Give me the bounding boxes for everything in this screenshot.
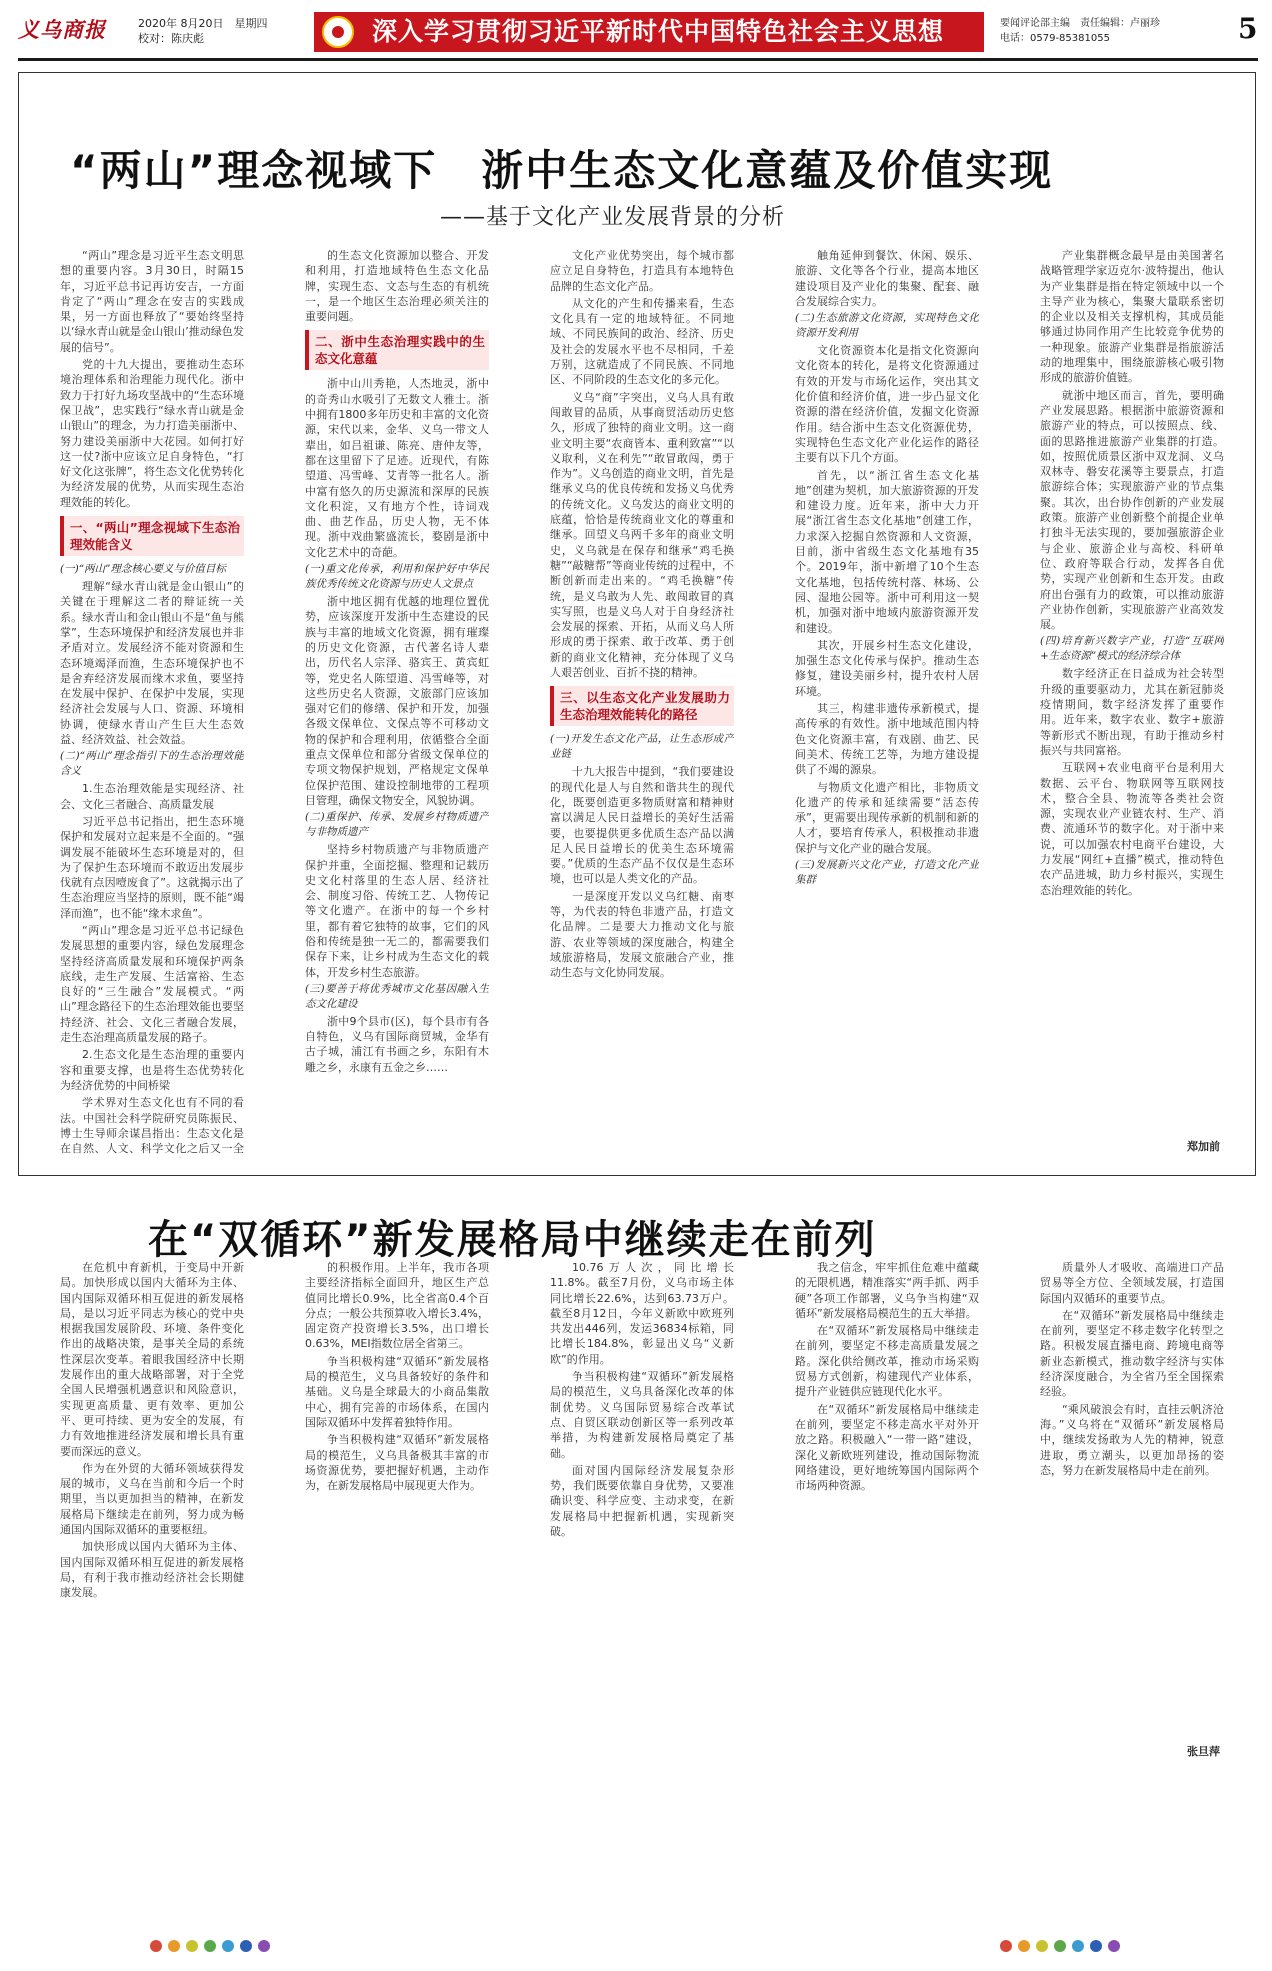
registration-dot — [150, 1940, 162, 1952]
paragraph: 的积极作用。上半年，我市各项主要经济指标全面回升，地区生产总值同比增长0.9%，比全省高0.4个百分点；一般公共预算收入增长3.4%，固定资产投资增长3.5%，出口增长0.63%，MEI指数位居全省第三。 — [305, 1261, 489, 1351]
paragraph: 10.76万人次，同比增长11.8%。截至7月份，义乌市场主体同比增长22.6%，达到63.73万户。截至8月12日，今年义新欧中欧班列共发出446列，发运36834标箱，同比增长184.8%，彰显出义乌“义新欧”的作用。 — [550, 1261, 734, 1366]
registration-dot — [168, 1940, 180, 1952]
article2-column-4 — [795, 1260, 979, 1765]
article1-column-1 — [60, 248, 244, 1158]
subheading: (一)“两山”理念核心要义与价值目标 — [60, 563, 226, 576]
paragraph: “乘风破浪会有时，直挂云帆济沧海。”义乌将在“双循环”新发展格局中，继续发扬敢为人先的精神，锐意进取，勇立潮头，以更加昂扬的姿态，努力在新发展格局中走在前列。 — [1040, 1402, 1224, 1477]
paragraph: 在“双循环”新发展格局中继续走在前列，要坚定不移走高水平对外开放之路。积极融入“一带一路”建设，深化义新欧班列建设，推动国际物流网络建设，更好地统筹国内国际两个市场两种资源。 — [795, 1402, 979, 1493]
proofreader: 校对：陈庆彪 — [138, 32, 204, 45]
paragraph: 作为在外贸的大循环领域获得发展的城市，义乌在当前和今后一个时期里，当以更加担当的精神，在新发展格局下继续走在前列，努力成为畅通国内国际双循环的重要枢纽。 — [60, 1461, 244, 1537]
paragraph: 的生态文化资源加以整合、开发和利用，打造地域特色生态文化品牌，实现生态、文态与生态的有机统一，是一个地区生态治理必须关注的重要问题。 — [305, 249, 489, 324]
newspaper-logo: 义乌商报 — [18, 17, 106, 42]
paragraph: 义乌“商”字突出，义乌人具有敢闯敢冒的品质，从事商贸活动历史悠久，形成了独特的商业文明。这一商业文明主要“农商皆本、重利致富”“以义取利，义在利先”“敢冒敢闯，勇于作为”。义乌创造的商业文明，首先是继承义乌的优良传统和发扬义乌优秀的传统文化。义乌发达的商业文明的底蕴，恰恰是传统商业文化的尊重和继承。回望义乌两千多年的商业文明史，义乌就是在保存和继承“鸡毛换糖”“敲糖帮”等商业传统的过程中，不断创新而走出来的。“鸡毛换糖”传统，是义乌敢为人先、敢闯敢冒的真实写照，也是义乌人对于自身经济社会发展的探索、开拓，从而义乌人所形成的勇于探索、敢于改革、勇于创新的商业文化精神，充分体现了义乌人艰苦创业、百折不挠的精神。 — [550, 390, 734, 680]
paragraph: 在“双循环”新发展格局中继续走在前列，要坚定不移走数字化转型之路。积极发展直播电商、跨境电商等新业态新模式，推动数字经济与实体经济深度融合，为全省乃至全国探索经验。 — [1040, 1308, 1224, 1399]
author-signature: 郑加前 — [1187, 1139, 1220, 1153]
registration-dot — [1000, 1940, 1012, 1952]
article1-subtitle: ——基于文化产业发展背景的分析 — [440, 205, 786, 230]
paragraph: 面对国内国际经济发展复杂形势，我们既要依靠自身优势，又要准确识变、科学应变、主动求变，在新发展格局中把握新机遇，实现新突破。 — [550, 1463, 734, 1539]
paragraph: 争当积极构建“双循环”新发展格局的模范生，义乌具备较好的条件和基础。义乌是全球最大的小商品集散中心，拥有完善的市场体系，在国内国际双循环中发挥着独特作用。 — [305, 1354, 489, 1429]
author-signature: 张旦萍 — [1187, 1744, 1220, 1758]
paragraph: 浙中山川秀艳，人杰地灵，浙中的奇秀山水吸引了无数文人雅士。浙中拥有1800多年历史和丰富的文化资源，宋代以来，金华、义乌一带文人辈出，如吕祖谦、陈亮、唐仲友等，都在这里留下了足迹。近现代，有陈望道、冯雪峰、艾青等一批名人。浙中富有悠久的历史源流和深厚的民族文化积淀，又有地方个性，诗词戏曲、曲艺作品，历史人物，无不体现。浙中戏曲繁盛流长，婺剧是浙中文化艺术中的奇葩。 — [305, 377, 489, 559]
article1-column-2 — [305, 248, 489, 1158]
paragraph: 与物质文化遗产相比，非物质文化遗产的传承和延续需要“活态传承”，更需要出现传承新的机制和新的人才，要培育传承人，积极推动非遗保护与文化产业的融合发展。 — [795, 780, 979, 855]
paragraph: 一是深度开发以义乌红糖、南枣等，为代表的特色非遗产品，打造文化品牌。二是要大力推动文化与旅游、农业等领域的深度融合，构建全域旅游格局，发展文旅融合产业，推动生态与文化协同发展。 — [550, 889, 734, 980]
paragraph: 浙中9个县市(区)，每个县市有各自特色，义乌有国际商贸城，金华有古子城，浦江有书画之乡，东阳有木雕之乡，永康有五金之乡…… — [305, 1014, 489, 1074]
page-number: 5 — [1238, 12, 1258, 45]
registration-dot — [258, 1940, 270, 1952]
paragraph: “两山”理念是习近平总书记绿色发展思想的重要内容，绿色发展理念坚持经济高质量发展和环境保护两条底线，走生产发展、生活富裕、生态良好的“三生融合”发展模式。“两山”理念路径下的生态治理效能也要坚持经济、社会、文化三者融合发展，走生态治理高质量发展的路子。 — [60, 923, 244, 1045]
paragraph: 加快形成以国内大循环为主体、国内国际双循环相互促进的新发展格局，有利于我市推动经济社会长期健康发展。 — [60, 1540, 244, 1600]
article1-column-4 — [795, 248, 979, 1158]
paragraph: 十九大报告中提到，“我们要建设的现代化是人与自然和谐共生的现代化，既要创造更多物质财富和精神财富以满足人民日益增长的美好生活需要，也要提供更多优质生态产品以满足人民日益增长的优美生态环境需要。”优质的生态产品不仅仅是生态环境，也可以是人类文化的产品。 — [550, 765, 734, 886]
article1-title: “两山”理念视域下 浙中生态文化意蕴及价值实现 — [70, 146, 1054, 195]
paragraph: 其次，开展乡村生态文化建设，加强生态文化传承与保护。推动生态修复，建设美丽乡村，提升农村人居环境。 — [795, 638, 979, 698]
registration-dot — [1018, 1940, 1030, 1952]
section-banner: 深入学习贯彻习近平新时代中国特色社会主义思想 — [314, 12, 984, 52]
subheading: (一)重文化传承，利用和保护好中华民族优秀传统文化资源与历史人文景点 — [305, 563, 489, 591]
paragraph: 首先，以“浙江省生态文化基地”创建为契机，加大旅游资源的开发和建设力度。近年来，浙中大力开展“浙江省生态文化基地”创建工作，力求深入挖掘自然资源和人文资源，目前，浙中省级生态文化基地有35个。2019年，浙中新增了10个生态文化基地，包括传统村落、林场、公园、湿地公园等。浙中可利用这一契机，加强对浙中地域内旅游资源开发和建设。 — [795, 468, 979, 635]
subheading: (一)开发生态文化产品，让生态形成产业链 — [550, 733, 734, 761]
paragraph: 争当积极构建“双循环”新发展格局的模范生，义乌具备极其丰富的市场资源优势，要把握好机遇，主动作为，在新发展格局中展现更大作为。 — [305, 1433, 489, 1493]
subheading: (四)培育新兴数字产业，打造“互联网+生态资源”模式的经济综合体 — [1040, 635, 1224, 663]
subheading: (三)要善于将优秀城市文化基因融入生态文化建设 — [305, 982, 489, 1010]
article1-column-3 — [550, 248, 734, 1158]
issue-date: 2020年 8月20日 星期四 — [138, 17, 268, 30]
registration-dot — [204, 1940, 216, 1952]
registration-dot — [186, 1940, 198, 1952]
party-emblem-icon — [322, 16, 354, 48]
paragraph: 我之信念，牢牢抓住危难中蕴藏的无限机遇，精准落实“两手抓、两手硬”各项工作部署，义乌争当构建“双循环”新发展格局模范生的五大举措。 — [795, 1261, 979, 1320]
paragraph: 在危机中育新机，于变局中开新局。加快形成以国内大循环为主体、国内国际双循环相互促进的新发展格局，是以习近平同志为核心的党中央根据我国发展阶段、环境、条件变化作出的战略决策，是事关全局的系统性深层次变革。着眼我国经济中长期发展作出的重大战略部署，对于全党全国人民增强机遇意识和风险意识，实现更高质量、更有效率、更加公平、更可持续、更为安全的发展，有力有效地推进经济发展和增长具有重要而深远的意义。 — [60, 1261, 244, 1458]
registration-dot — [1072, 1940, 1084, 1952]
paragraph: 文化资源资本化是指文化资源向文化资本的转化，是将文化资源通过有效的开发与市场化运作，突出其文化价值和经济价值，进一步凸显文化资源的潜在经济价值，发掘文化资源作用。结合浙中生态文化资源优势，实现特色生态文化产业化运作的路径主要有以下几个方面。 — [795, 344, 979, 465]
article1-body — [60, 248, 1225, 1158]
registration-dot — [1054, 1940, 1066, 1952]
article2-title: 在“双循环”新发展格局中继续走在前列 — [148, 1217, 877, 1263]
section-heading: 一、“两山”理念视域下生态治理效能含义 — [60, 516, 244, 556]
subheading: (二)“两山”理念指引下的生态治理效能含义 — [60, 750, 244, 778]
masthead-rule — [18, 58, 1258, 61]
paragraph: 理解“绿水青山就是金山银山”的关键在于理解这二者的辩证统一关系。绿水青山和金山银山不是“鱼与熊掌”，生态环境保护和经济发展也并非矛盾对立。发展经济不能对资源和生态环境竭泽而渔，生态环境保护也不是舍弃经济发展而缘木求鱼，要坚持在发展中保护、在保护中发展，实现经济社会发展与人口、资源、环境相协调，使绿水青山产生巨大生态效益、经济效益、社会效益。 — [60, 580, 244, 747]
editor-meta — [1000, 16, 1160, 46]
paragraph: 浙中地区拥有优越的地理位置优势，应该深度开发浙中生态建设的民族与丰富的地域文化资源，拥有璀璨的历史文化资源，古代著名诗人辈出，历代名人宗泽、骆宾王、黄宾虹等，党史名人陈望道、冯雪峰等，对这些历史名人资源，文旅部门应该加强对它们的修缮、保护和开发，加强各级文保单位、文保点等不可移动文物的保护和合理利用，依循整合全面重点文保单位和部分省级文保单位的专项文物保护规划，严格规定文保单位保护范围、建设控制地带的工程项目管理，确保文物安全，风貌协调。 — [305, 595, 489, 807]
subheading: (二)重保护、传承、发展乡村物质遗产与非物质遗产 — [305, 811, 489, 839]
paragraph: 争当积极构建“双循环”新发展格局的模范生，义乌具备深化改革的体制优势。义乌国际贸易综合改革试点、自贸区联动创新区等一系列改革举措，为构建新发展格局奠定了基础。 — [550, 1370, 734, 1460]
article2-column-1 — [60, 1260, 244, 1765]
paragraph: 其三，构建非遗传承新模式，提高传承的有效性。浙中地域范围内特色文化资源丰富，有戏剧、曲艺、民间美术、传统工艺等，为地方建设提供了不竭的源泉。 — [795, 702, 979, 777]
paragraph: 学术界对生态文化也有不同的看法。中国社会科学院研究员陈振民、博士生导师余谋昌指出：生态文化是在自然、人文、科学文化之后又一全 — [60, 1096, 244, 1156]
registration-dot — [240, 1940, 252, 1952]
phone-line: 电话：0579-85381055 — [1000, 33, 1110, 44]
paragraph: 1.生态治理效能是实现经济、社会、文化三者融合、高质量发展 — [60, 782, 244, 811]
paragraph: 在“双循环”新发展格局中继续走在前列，要坚定不移走高质量发展之路。深化供给侧改革，推动市场采购贸易方式创新，构建现代产业体系，提升产业链供应链现代化水平。 — [795, 1324, 979, 1399]
paragraph: 文化产业优势突出，每个城市都应立足自身特色，打造具有本地特色品牌的生态文化产品。 — [550, 249, 734, 293]
article2-column-3 — [550, 1260, 734, 1765]
article2-column-5 — [1040, 1260, 1224, 1765]
article2-body — [60, 1260, 1225, 1765]
paragraph: 就浙中地区而言，首先，要明确产业发展思路。根据浙中旅游资源和旅游产业的特点，可以按照点、线、面的思路推进旅游产业集群的打造。如，按照优质景区浙中双龙洞、义乌双林寺、磐安花溪等主要景点，打造旅游综合体；实现旅游产业的节点集聚。其次，出台协作创新的产业发展政策。旅游产业创新整个前提企业单打独斗无法实现的，要加强旅游企业与企业、旅游企业与高校、科研单位、政府等联合行动，发挥各自优势，实现产业创新和生态开发。由政府出台强有力的政策，可以推动旅游产业协作创新，实现旅游产业高效发展。 — [1040, 388, 1224, 632]
editor-line: 要闻评论部主编 责任编辑：卢丽珍 — [1000, 18, 1160, 29]
paragraph: 产业集群概念最早是由美国著名战略管理学家迈克尔·波特提出，他认为产业集群是指在特定领域中以一个主导产业为核心，集聚大量联系密切的企业以及相关支撑机构，其成员能够通过协同作用产生比较竞争优势的一种现象。旅游产业集群是指旅游活动的地理集中，围绕旅游核心吸引物形成的旅游价值链。 — [1040, 249, 1224, 385]
registration-dot — [1090, 1940, 1102, 1952]
paragraph: 2.生态文化是生态治理的重要内容和重要支撑，也是将生态优势转化为经济优势的中间桥梁 — [60, 1048, 244, 1092]
subheading: (三)发展新兴文化产业，打造文化产业集群 — [795, 858, 979, 886]
article2-column-2 — [305, 1260, 489, 1765]
subheading: (二)生态旅游文化资源，实现特色文化资源开发利用 — [795, 312, 979, 340]
registration-dot — [222, 1940, 234, 1952]
masthead — [18, 12, 1258, 54]
registration-dot — [1036, 1940, 1048, 1952]
paragraph: 习近平总书记指出，把生态环境保护和发展对立起来是不全面的。“强调发展不能破坏生态环境是对的，但为了保护生态环境而不敢迈出发展步伐就有点因噎废食了”。这就揭示出了生态治理应当坚持的原则，既不能“竭泽而渔”，也不能“缘木求鱼”。 — [60, 814, 244, 920]
paragraph: 数字经济正在日益成为社会转型升级的重要驱动力，尤其在新冠肺炎疫情期间，数字经济发挥了重要作用。近年来，数字农业、数字+旅游等新形式不断出现，有助于推动乡村振兴与共同富裕。 — [1040, 667, 1224, 757]
paragraph: “两山”理念是习近平生态文明思想的重要内容。3月30日，时隔15年，习近平总书记再访安吉，一方面肯定了“两山”理念在安吉的实践成果，另一方面也释放了“要始终坚持以‘绿水青山就是金山银山’推动绿色发展的信号”。 — [60, 249, 244, 354]
paragraph: 质量外人才吸收、高端进口产品贸易等全方位、全领域发展，打造国际国内双循环的重要节点。 — [1040, 1261, 1224, 1305]
paragraph: 互联网+农业电商平台是利用大数据、云平台、物联网等互联网技术，整合全县、物流等各类社会资源，实现农业产业链农村、生产、消费、流通环节的数字化。对于浙中来说，可以加强农村电商平台建设，大力发展“网红+直播”模式，推动特色农产品进城，助力乡村振兴，实现生态治理效能的转化。 — [1040, 761, 1224, 897]
paragraph: 坚持乡村物质遗产与非物质遗产保护并重，全面挖掘、整理和记载历史文化村落里的生态人居、经济社会、制度习俗、传统工艺、人物传记等文化遗产。在浙中的每一个乡村里，都有着它独特的故事，它们的风俗和传统是独一无二的，都需要我们保存下来，让乡村成为生态文化的载体，开发乡村生态旅游。 — [305, 843, 489, 979]
issue-meta — [138, 16, 268, 46]
section-heading: 二、浙中生态治理实践中的生态文化意蕴 — [305, 330, 489, 370]
paragraph: 从文化的产生和传播来看，生态文化具有一定的地域特征。不同地域、不同民族间的政治、经济、历史及社会的发展水平也不尽相同，千差万别，这就造成了不同民族、不同地区、不同阶段的生态文化的多元化。 — [550, 296, 734, 387]
section-heading: 三、以生态文化产业发展助力生态治理效能转化的路径 — [550, 686, 734, 726]
paragraph: 党的十九大提出，要推动生态环境治理体系和治理能力现代化。浙中致力于打好九场攻坚战中的“生态环境保卫战”，忠实践行“绿水青山就是金山银山”的理念，为力打造美丽浙中、努力建设美丽浙中大花园。如何打好这一仗?浙中应该立足自身特色，“打好文化这张牌”，将生态文化优势转化为经济发展的优势，从而实现生态治理效能的转化。 — [60, 358, 244, 509]
color-registration-bar — [0, 1930, 1272, 1958]
registration-dot — [1108, 1940, 1120, 1952]
paragraph: 触角延伸到餐饮、休闲、娱乐、旅游、文化等各个行业，提高本地区建设项目及产业化的集聚、配套、融合发展综合实力。 — [795, 249, 979, 308]
article1-column-5 — [1040, 248, 1224, 1158]
